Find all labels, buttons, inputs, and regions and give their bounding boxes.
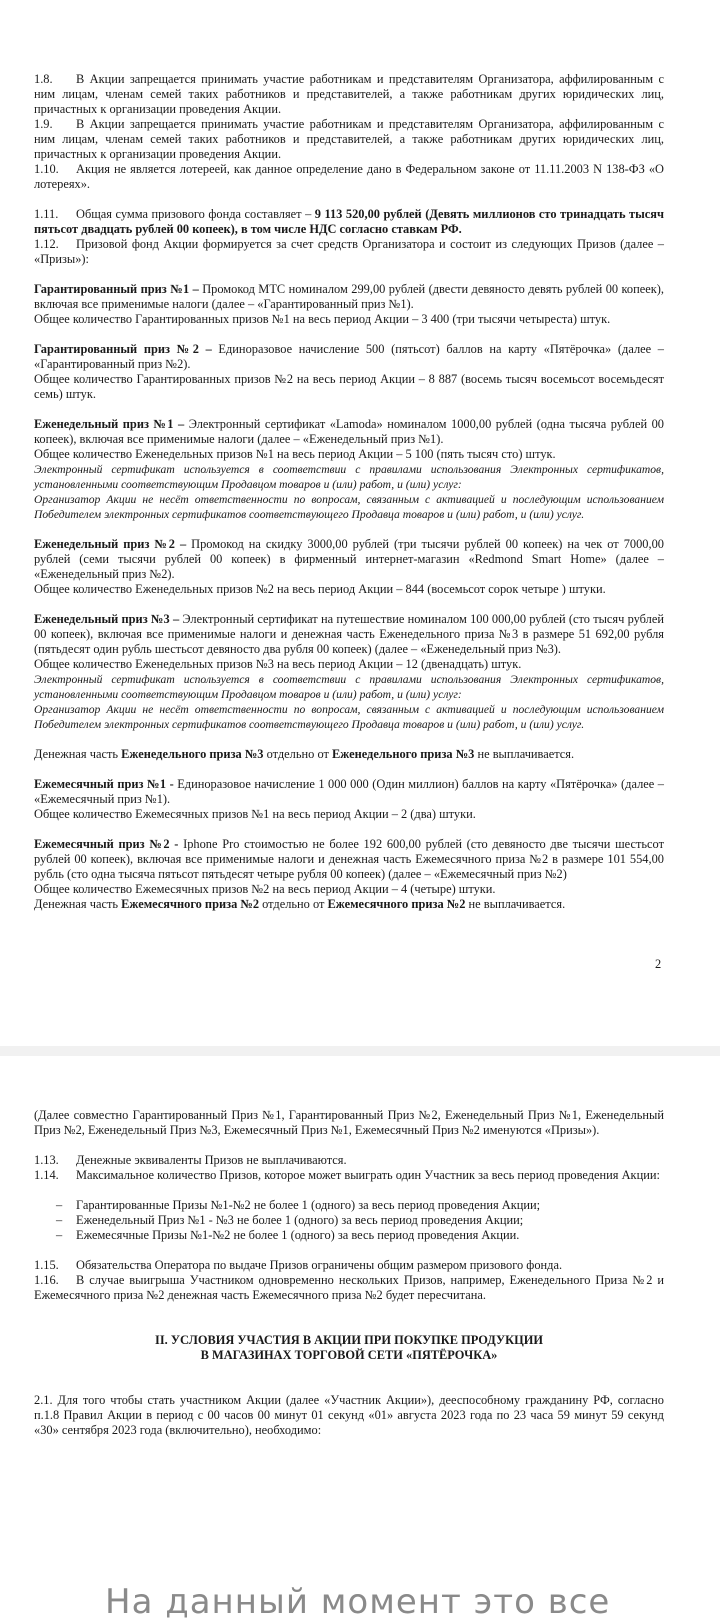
page-content [34, 1108, 664, 1438]
weekly-prize-1-count: Общее количество Еженедельных призов №1 на весь период Акции – 5 100 (пять тысяч сто) штук. [34, 447, 556, 461]
weekly-prize-1-note-2: Организатор Акции не несёт ответственности по вопросам, связанным с активацией и последующим использованием Победителем электронных сертификатов соответствующего Продавца товаров и (или) работ, и (или) услуг. [34, 493, 664, 521]
monthly-prize-1: Ежемесячный приз №1 - Единоразовое начисление 1 000 000 (Один миллион) баллов на карту «Пятёрочка» (далее – «Ежемесячный приз №1). [34, 777, 664, 806]
list-item: – Ежемесячные Призы №1-№2 не более 1 (одного) за весь период проведения Акции. [56, 1228, 664, 1243]
guaranteed-prize-1: Гарантированный приз №1 – Промокод МТС номиналом 299,00 рублей (двести девяносто девять рублей 00 копеек), включая все применимые налоги (далее – «Гарантированный приз №1). [34, 282, 664, 311]
clause-1-9: 1.9. В Акции запрещается принимать участие работникам и представителям Организатора, аффилированным с ним лицам, членам семей таких работников и представителей, а также работникам других юридических лиц, причастных к организации проведения Акции. [34, 117, 664, 161]
weekly-prize-3-cash-note: Денежная часть Еженедельного приза №3 отдельно от Еженедельного приза №3 не выплачивается. [34, 747, 575, 761]
clause-1-15: 1.15. Обязательства Оператора по выдаче Призов ограничены общим размером призового фонда. [34, 1258, 563, 1272]
document-page-3 [0, 1056, 720, 1600]
clause-1-14: 1.14. Максимальное количество Призов, которое может выиграть один Участник за весь период проведения Акции: [34, 1168, 660, 1182]
page-number: 2 [655, 957, 662, 971]
monthly-prize-2-cash-note: Денежная часть Ежемесячного приза №2 отдельно от Ежемесячного приза №2 не выплачивается. [34, 897, 566, 911]
clause-1-8: 1.8. В Акции запрещается принимать участие работникам и представителям Организатора, аффилированным с ним лицам, членам семей таких работников и представителей, а также работникам других юридических лиц, причастных к организации проведения Акции. [34, 72, 664, 116]
clause-2-1: 2.1. Для того чтобы стать участником Акции (далее «Участник Акции»), дееспособному гражданину РФ, согласно п.1.8 Правил Акции в период с 00 часов 00 минут 01 секунд «01» августа 2023 года по 23 часа 59 минут 59 секунд «30» сентября 2023 года (включительно), необходимо: [34, 1393, 664, 1437]
weekly-prize-1-note-1: Электронный сертификат используется в соответствии с правилами использования Электронных сертификатов, установленными соответствующим Продавцом товаров и (или) работ, и (или) услуг: [34, 463, 664, 491]
weekly-prize-3: Еженедельный приз №3 – Электронный сертификат на путешествие номиналом 100 000,00 рублей (сто тысяч рублей 00 копеек), включая все применимые налоги и денежная часть Еженедельного приза №3 в размере 51 692,00 рубля (пятьдесят один рубль шестьсот девяносто два рубля 00 копеек) (далее – «Еженедельный приз №3). [34, 612, 664, 656]
guaranteed-prize-2-count: Общее количество Гарантированных призов №2 на весь период Акции – 8 887 (восемь тысяч восемьсот восемьдесят семь) штук. [34, 372, 664, 401]
weekly-prize-1: Еженедельный приз №1 – Электронный сертификат «Lamoda» номиналом 1000,00 рублей (одна тысяча рублей 00 копеек), включая все применимые налоги (далее – «Еженедельный приз №1). [34, 417, 664, 446]
clause-1-11: 1.11. Общая сумма призового фонда составляет – 9 113 520,00 рублей (Девять миллионов сто тринадцать тысяч пятьсот двадцать рублей 00 копеек), в том числе НДС согласно ставкам РФ. [34, 207, 664, 236]
clause-1-10: 1.10. Акция не является лотереей, как данное определение дано в Федеральном законе от 11.11.2003 N 138-ФЗ «О лотереях». [34, 162, 664, 191]
clause-1-16: 1.16. В случае выигрыша Участником одновременно нескольких Призов, например, Еженедельного Приза №2 и Ежемесячного приза №2 денежная часть Ежемесячного приза №2 будет пересчитана. [34, 1273, 664, 1302]
weekly-prize-3-note-2: Организатор Акции не несёт ответственности по вопросам, связанным с активацией и последующим использованием Победителем электронных сертификатов соответствующего Продавца товаров и (или) работ, и (или) услуг. [34, 703, 664, 731]
prizes-intro: (Далее совместно Гарантированный Приз №1, Гарантированный Приз №2, Еженедельный Приз №1, Еженедельный Приз №2, Еженедельный Приз №3, Ежемесячный Приз №1, Ежемесячный Приз №2 именуются «Призы»). [34, 1108, 664, 1137]
overlay-caption: На данный момент это все [105, 1582, 611, 1622]
prize-limits-list [34, 1198, 664, 1243]
weekly-prize-2: Еженедельный приз №2 – Промокод на скидку 3000,00 рублей (три тысячи рублей 00 копеек) на чек от 7000,00 рублей (семи тысячи рублей 00 копеек) в фирменный интернет-магазин «Redmond Smart Home» (далее – «Еженедельный приз №2). [34, 537, 664, 581]
weekly-prize-2-count: Общее количество Еженедельных призов №2 на весь период Акции – 844 (восемьсот сорок четыре ) штуки. [34, 582, 606, 596]
guaranteed-prize-1-count: Общее количество Гарантированных призов №1 на весь период Акции – 3 400 (три тысячи четыреста) штук. [34, 312, 611, 326]
weekly-prize-3-note-1: Электронный сертификат используется в соответствии с правилами использования Электронных сертификатов, установленными соответствующим Продавцом товаров и (или) работ, и (или) услуг: [34, 673, 664, 701]
section-2-heading-line-1: II. УСЛОВИЯ УЧАСТИЯ В АКЦИИ ПРИ ПОКУПКЕ ПРОДУКЦИИ [155, 1333, 543, 1347]
guaranteed-prize-2: Гарантированный приз №2 – Единоразовое начисление 500 (пятьсот) баллов на карту «Пятёрочка» (далее – «Гарантированный приз №2). [34, 342, 664, 371]
monthly-prize-2: Ежемесячный приз №2 - Iphone Pro стоимостью не более 192 600,00 рублей (сто девяносто две тысячи шестьсот рублей 00 копеек), включая все применимые налоги и денежная часть Ежемесячного приза №2 в размере 101 554,00 рубль (сто одна тысяча пятьсот пятьдесят четыре рубля 00 копеек) (далее – «Ежемесячный приз №2) [34, 837, 664, 881]
list-item: – Еженедельный Приз №1 - №3 не более 1 (одного) за весь период проведения Акции; [56, 1213, 664, 1228]
monthly-prize-1-count: Общее количество Ежемесячных призов №1 на весь период Акции – 2 (два) штуки. [34, 807, 476, 821]
section-2-heading-line-2: В МАГАЗИНАХ ТОРГОВОЙ СЕТИ «ПЯТЁРОЧКА» [200, 1348, 498, 1362]
page-content [34, 72, 664, 912]
weekly-prize-3-count: Общее количество Еженедельных призов №3 на весь период Акции – 12 (двенадцать) штук. [34, 657, 522, 671]
monthly-prize-2-count: Общее количество Ежемесячных призов №2 на весь период Акции – 4 (четыре) штуки. [34, 882, 496, 896]
clause-1-12: 1.12. Призовой фонд Акции формируется за счет средств Организатора и состоит из следующих Призов (далее – «Призы»): [34, 237, 664, 266]
list-item: – Гарантированные Призы №1-№2 не более 1 (одного) за весь период проведения Акции; [56, 1198, 664, 1213]
page-separator [0, 1046, 720, 1056]
clause-1-13: 1.13. Денежные эквиваленты Призов не выплачиваются. [34, 1153, 347, 1167]
